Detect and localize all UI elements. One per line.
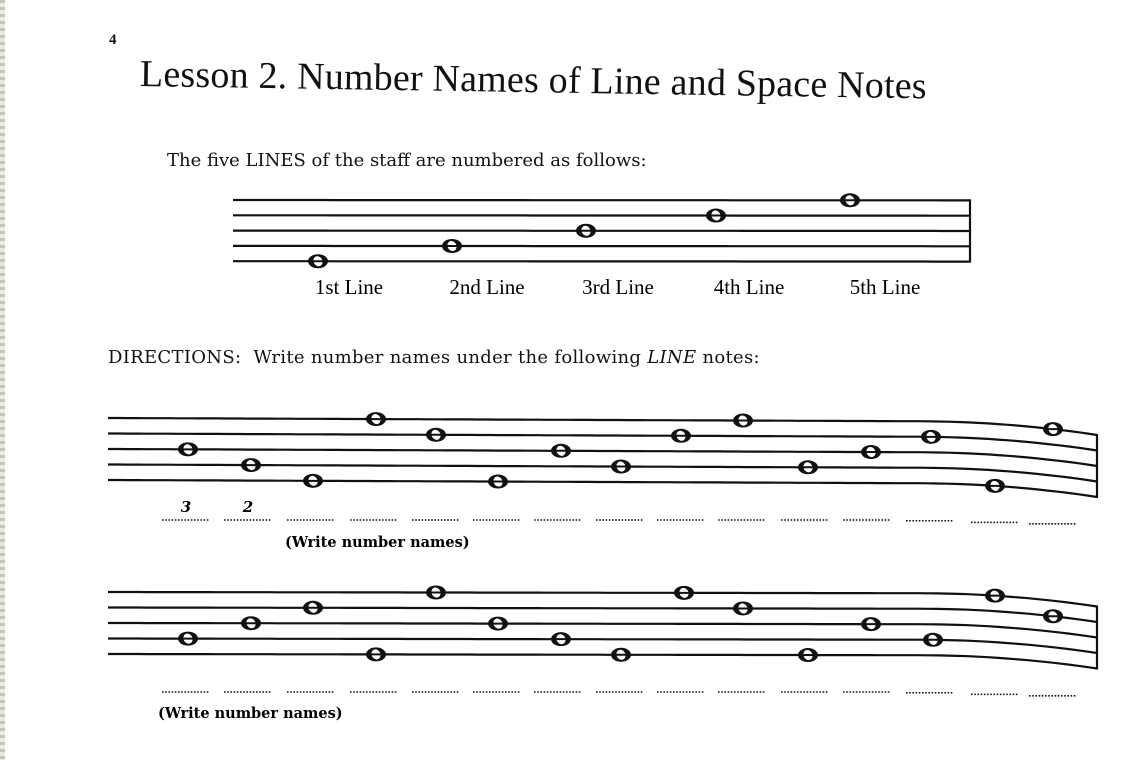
whole-note [178, 632, 198, 646]
hint-text: (Write number names) [285, 534, 470, 551]
page-number: 4 [109, 32, 117, 48]
whole-note [733, 601, 753, 615]
whole-note [985, 589, 1005, 603]
whole-note [674, 586, 694, 600]
staff-line [108, 654, 1097, 669]
whole-note [488, 617, 508, 631]
whole-note [798, 648, 818, 662]
whole-note [241, 616, 261, 630]
line-label: 5th Line [849, 275, 921, 299]
directions-text-after: notes: [702, 347, 760, 368]
whole-note [366, 647, 386, 661]
whole-note [1043, 609, 1063, 623]
answer-text: 2 [242, 498, 254, 516]
whole-note [611, 648, 631, 662]
staff-line [108, 592, 1097, 607]
line-label: 4th Line [713, 275, 785, 299]
line-label: 3rd Line [582, 275, 654, 299]
answer-text: 3 [180, 498, 192, 516]
whole-note [426, 585, 446, 599]
staff-line [108, 639, 1097, 654]
directions-label: DIRECTIONS: [108, 347, 242, 368]
hint-text: (Write number names) [158, 705, 343, 722]
lesson-title: Lesson 2. Number Names of Line and Space Notes [139, 53, 928, 108]
whole-note [923, 633, 943, 647]
directions-text-before: Write number names under the following [253, 347, 642, 368]
intro-text: The five LINES of the staff are numbered as follows: [167, 150, 647, 171]
directions-emphasis: LINE [647, 347, 697, 368]
line-label: 1st Line [314, 275, 384, 299]
line-label: 2nd Line [449, 275, 525, 299]
whole-note [551, 632, 571, 646]
whole-note [303, 601, 323, 615]
whole-note [861, 617, 881, 631]
